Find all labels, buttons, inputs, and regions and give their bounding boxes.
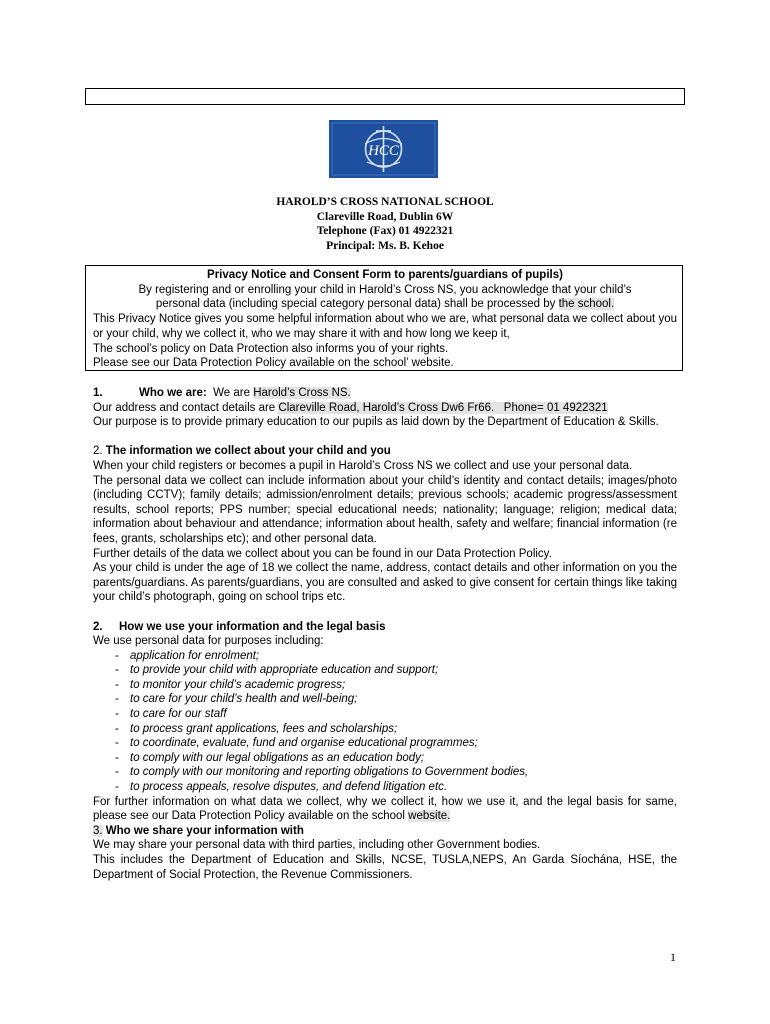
school-address: Clareville Road, Dublin 6W	[316, 210, 454, 223]
spacer	[93, 430, 677, 445]
section-2-number: 2.	[93, 445, 106, 458]
section-3-title: How we use your information and the legal basis	[119, 620, 386, 633]
list-item: - to provide your child with appropriate education and support;	[115, 663, 677, 678]
notice-line-6: Please see our Data Protection Policy available on the school’ website.	[93, 357, 454, 370]
contact-details-line	[93, 401, 677, 416]
further-information-paragraph	[93, 795, 677, 824]
section-2-paragraph-4: As your child is under the age of 18 we collect the name, address, contact details and other information on you the parents/guardians. As parents/guardians, you are consulted and asked to give consent for certain things like taking your child’s photograph, going on school trips etc.	[93, 562, 677, 604]
document-body	[93, 386, 677, 882]
contact-details-highlight: Clareville Road, Harold’s Cross Dw6 Fr66. Phone= 01 4922321	[278, 401, 608, 414]
school-name-highlight: Harold’s Cross NS.	[253, 387, 351, 399]
page-number: 1	[670, 950, 676, 964]
list-item: - to care for our staff	[115, 707, 677, 722]
purpose-paragraph: Our purpose is to provide primary education to our pupils as laid down by the Department of Education & Skills.	[93, 416, 659, 429]
header-box	[85, 88, 685, 105]
purposes-list	[93, 649, 677, 795]
school-name: HAROLD’S CROSS NATIONAL SCHOOL	[276, 196, 494, 208]
notice-line-5: The school’s policy on Data Protection also informs you of your rights.	[93, 342, 449, 355]
section-3-heading	[93, 620, 677, 635]
section-4-heading	[93, 824, 677, 839]
section-1-number: 1.	[93, 387, 103, 399]
spacer	[93, 605, 677, 620]
section-2-paragraph-1: When your child registers or becomes a pupil in Harold’s Cross NS we collect and use your personal data.	[93, 459, 633, 472]
school-telephone: Telephone (Fax) 01 4922321	[316, 225, 454, 237]
list-item: - to coordinate, evaluate, fund and organise educational programmes;	[115, 736, 677, 751]
list-item: - to monitor your child’s academic progress;	[115, 678, 677, 693]
privacy-notice-box	[85, 265, 683, 371]
school-crest-graphic	[329, 120, 438, 178]
purposes-intro: We use personal data for purposes including:	[93, 635, 324, 648]
notice-school-highlight: the school.	[558, 298, 615, 311]
section-2-heading	[93, 444, 677, 459]
section-4-title: Who we share your information with	[102, 824, 304, 837]
list-item: - to process appeals, resolve disputes, and defend litigation etc.	[115, 780, 677, 795]
crest-letters: HCC	[368, 143, 399, 159]
section-1-intro: We are	[206, 387, 254, 399]
notice-line-1: By registering and or enrolling your child in Harold’s Cross NS, you acknowledge that your child’s	[138, 283, 632, 296]
notice-line-2-text: personal data (including special category personal data) shall be processed by	[155, 298, 559, 311]
section-4-number: 3.	[93, 824, 103, 837]
section-2-title: The information we collect about your child and you	[105, 445, 391, 458]
list-item: - to process grant applications, fees and scholarships;	[115, 722, 677, 737]
section-4-paragraph-2: This includes the Department of Education and Skills, NCSE, TUSLA,NEPS, An Garda Síochána, HSE, the Department of Social Protection, the Revenue Commissioners.	[93, 854, 677, 881]
school-crest-icon	[329, 120, 438, 178]
list-item: - to comply with our monitoring and reporting obligations to Government bodies,	[115, 765, 677, 780]
notice-line-2	[93, 297, 677, 312]
website-highlight: website.	[408, 810, 451, 823]
school-principal: Principal: Ms. B. Kehoe	[326, 239, 444, 252]
section-2-paragraph-2: The personal data we collect can include information about your child’s identity and contact details; images/photo (including CCTV); family details; admission/enrolment details; previous schools; academic progress/assessment results, school reports; PPS number; special educational needs; nationality; language; religion; medical data; information about behaviour and attendance; information about health, safety and welfare; financial information (re fees, grants, scholarships etc); and other personal data.	[93, 474, 677, 545]
notice-title: Privacy Notice and Consent Form to parents/guardians of pupils)	[207, 269, 563, 281]
contact-details-label: Our address and contact details are	[93, 401, 279, 414]
list-item: - application for enrolment;	[115, 649, 677, 664]
section-1-heading	[93, 386, 677, 401]
list-item: - to care for your child’s health and well-being;	[115, 692, 677, 707]
further-information-text: For further information on what data we collect, why we collect it, how we use it, and the legal basis for same, please see our Data Protection Policy available on the school	[93, 795, 677, 823]
school-header	[0, 195, 770, 253]
section-2-paragraph-3: Further details of the data we collect about you can be found in our Data Protection Policy.	[93, 547, 552, 560]
section-3-number: 2.	[93, 620, 103, 633]
section-1-title: Who we are:	[139, 387, 207, 399]
list-item: - to comply with our legal obligations as an education body;	[115, 751, 677, 766]
notice-paragraph: This Privacy Notice gives you some helpful information about who we are, what personal data we collect about you or your child, why we collect it, who we may share it with and how long we keep it,	[93, 313, 677, 340]
section-4-paragraph-1: We may share your personal data with third parties, including other Government bodies.	[93, 839, 541, 852]
